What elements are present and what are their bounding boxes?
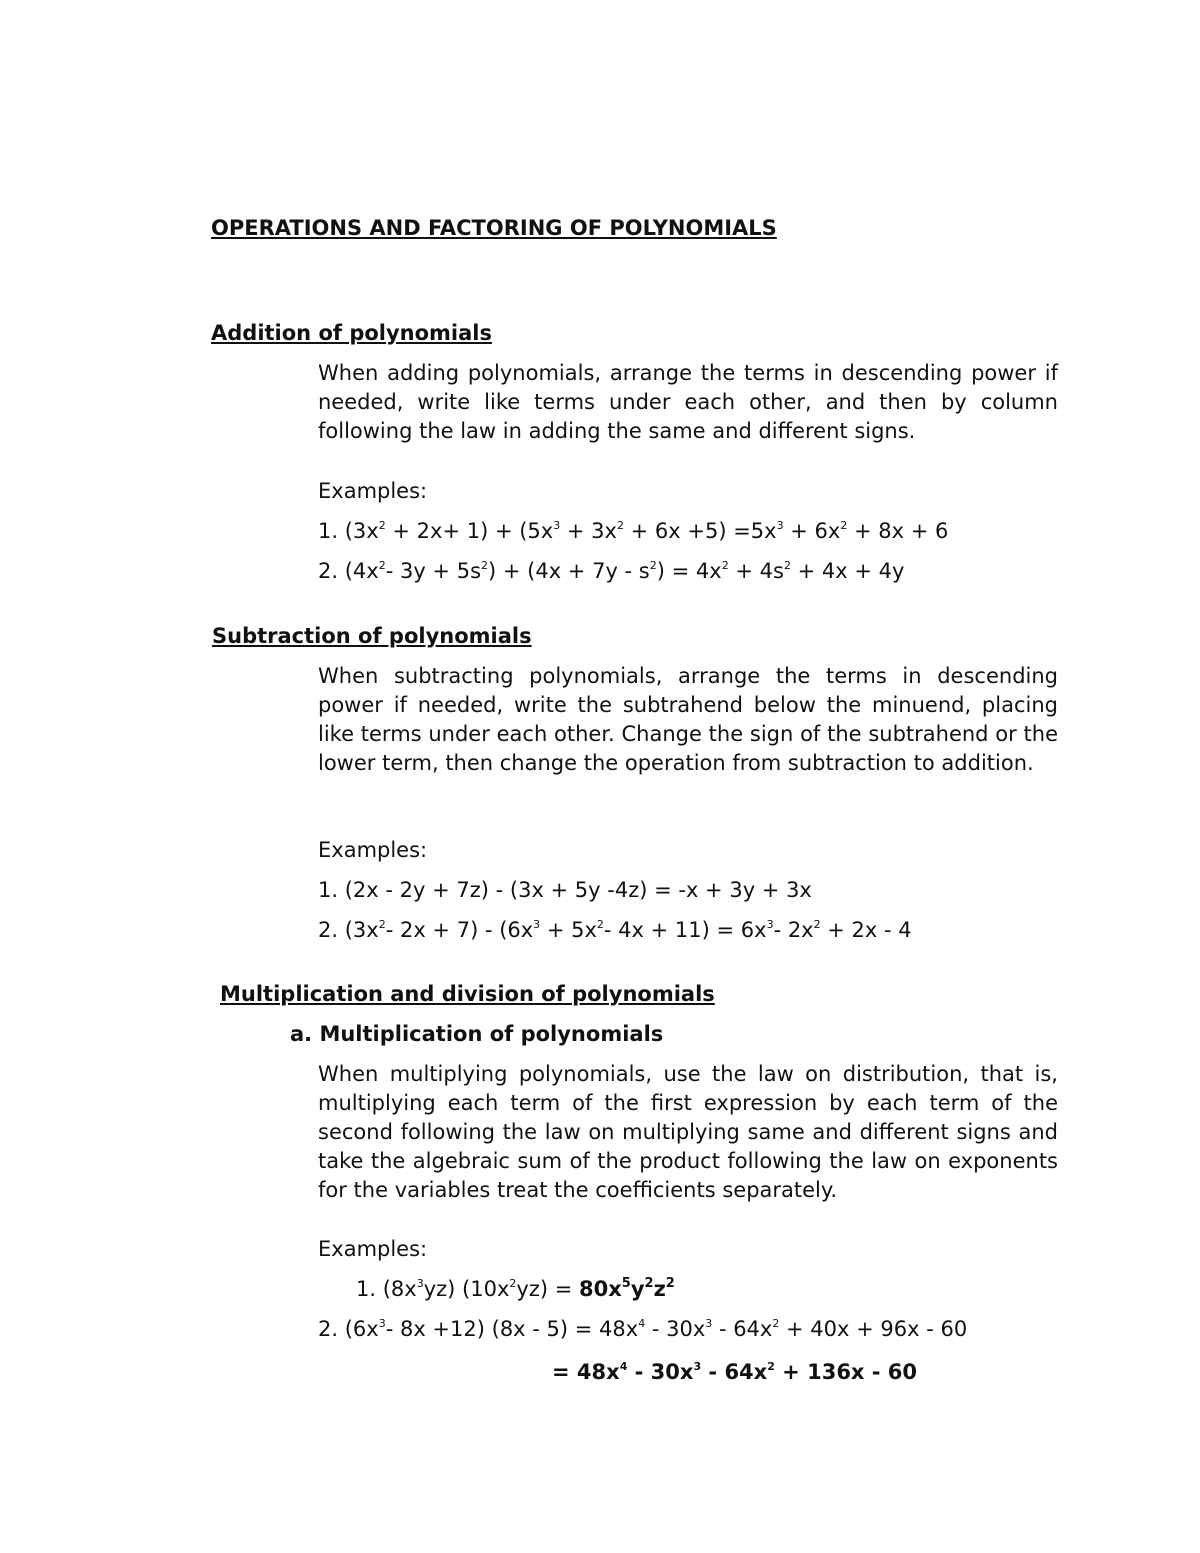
subtraction-example-2: 2. ($3x^2-$ $2x + 7) - (6x^3 + 5x^2-$ $4x + 11) = 6x^3-$ $2x^2 + 2x - 4$ (318, 918, 912, 942)
multiplication-example-2-result: = $48x^4 - 30x^3 - 64x^2 + 136x - 60$ (552, 1360, 918, 1384)
multiplication-examples-label: Examples: (318, 1237, 428, 1261)
multiplication-subheading: a. Multiplication of polynomials (290, 1022, 664, 1046)
subtraction-heading: Subtraction of polynomials (212, 624, 532, 648)
addition-examples-label: Examples: (318, 479, 428, 503)
addition-body: When adding polynomials, arrange the terms in descending power if needed, write like terms under each other, and then by column following the law in adding the same and different signs. (318, 361, 1058, 443)
addition-example-2: 2. ($4x^2-$ $3y + 5s^2) + (4x + 7y - s^2) = 4x^2 + 4s^2 + 4x + 4y$ (318, 559, 905, 583)
multiplication-example-1: 1. $(8x^3yz) (10x^2yz) = 80x^5y^2z^2$ (356, 1276, 675, 1301)
subtraction-body: When subtracting polynomials, arrange the terms in descending power if needed, write the subtrahend below the minuend, placing like terms under each other. Change the sign of the subtrahend or the lower term, then change the operation from subtraction to addition. (318, 664, 1058, 775)
subtraction-examples-label: Examples: (318, 838, 428, 862)
multiplication-division-heading: Multiplication and division of polynomials (220, 982, 715, 1006)
multiplication-body: When multiplying polynomials, use the law on distribution, that is, multiplying each term of the first expression by each term of the second following the law on multiplying same and different signs and take the algebraic sum of the product following the law on exponents for the variables treat the coefficients separately. (318, 1062, 1058, 1202)
subtraction-example-1: 1. (2x - 2y + 7z) - (3x + 5y -4z) = -x + 3y + 3x (318, 878, 812, 902)
addition-example-1: 1. $(3x^2 + 2x+ 1) + (5x^3 + 3x^2 + 6x +5) =5x^3 + 6x^2 + 8x + 6$ (318, 519, 949, 543)
addition-heading: Addition of polynomials (211, 321, 492, 345)
page-title: OPERATIONS AND FACTORING OF POLYNOMIALS (211, 216, 777, 240)
multiplication-example-2: 2. ($6x^3-$ 8x +12) $(8x - 5) = 48x^4 - 30x^3 - 64x^2 + 40x + 96x - 60$ (318, 1317, 968, 1341)
